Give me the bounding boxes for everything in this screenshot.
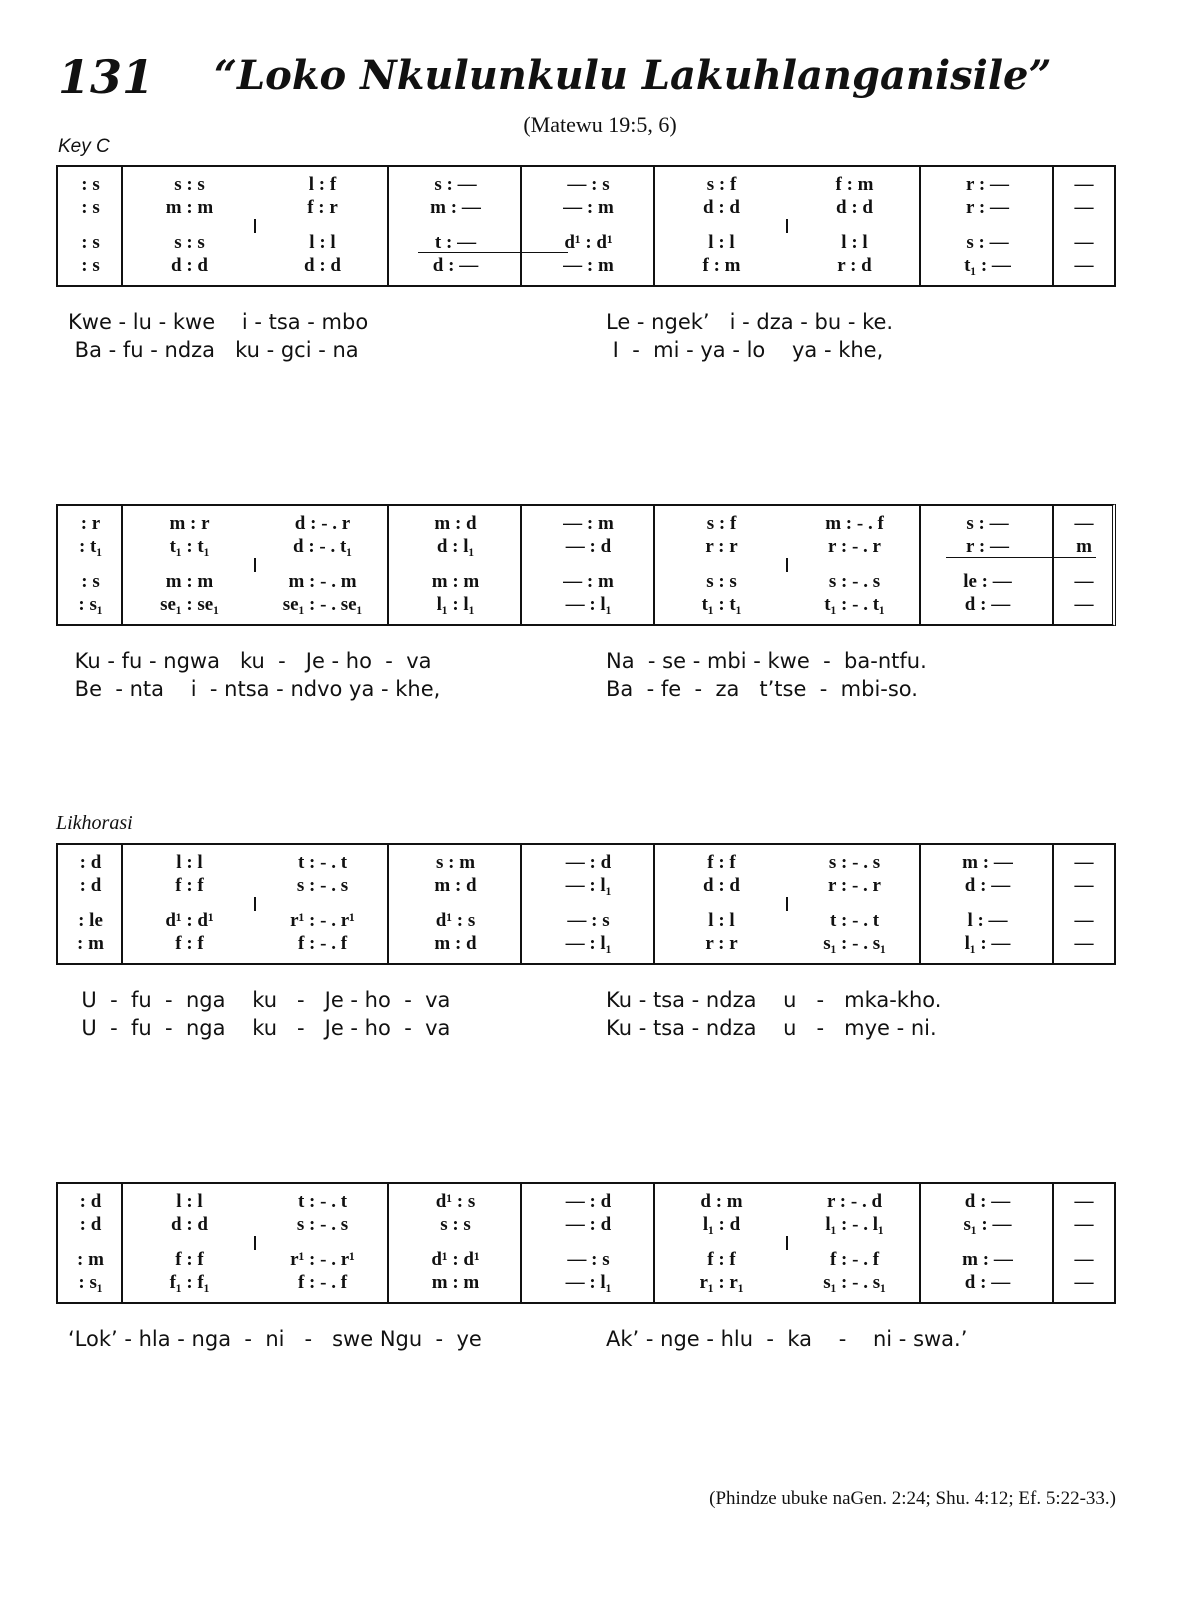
- alto-notes: —: [1074, 197, 1094, 218]
- lyric-line: Be - nta i - ntsa - ndvo ya - khe,: [68, 677, 441, 701]
- bass-notes: f : - . f: [297, 1272, 348, 1293]
- alto-notes: t₁ : t₁: [169, 536, 210, 557]
- alto-notes: d : d: [703, 875, 740, 896]
- soprano-notes: l : l: [176, 852, 203, 873]
- bass-notes: d : d: [304, 255, 341, 276]
- soprano-notes: — : m: [563, 513, 614, 534]
- bass-notes: r : r: [705, 933, 738, 954]
- tenor-notes: s : s: [706, 571, 737, 592]
- soprano-notes: l : f: [308, 174, 337, 195]
- bass-notes: l₁ : —: [964, 933, 1011, 954]
- bass-notes: d : —: [964, 1272, 1011, 1293]
- tenor-notes: d¹ : s: [435, 910, 476, 931]
- staff-system-2: [56, 504, 1116, 626]
- soprano-notes: m : d: [434, 513, 477, 534]
- tenor-notes: : s: [81, 232, 100, 253]
- bass-notes: — : m: [563, 255, 614, 276]
- bass-notes: d : —: [964, 594, 1011, 615]
- tenor-notes: r¹ : - . r¹: [290, 1249, 355, 1270]
- bass-notes: t₁ : - . t₁: [824, 594, 885, 615]
- tenor-notes: t : —: [434, 232, 477, 253]
- alto-notes: — : d: [565, 536, 612, 557]
- tenor-notes: m : m: [431, 571, 480, 592]
- soprano-notes: — : s: [567, 174, 610, 195]
- tenor-notes: f : f: [175, 1249, 204, 1270]
- song-title: “Loko Nkulunkulu Lakuhlanganisile”: [214, 52, 1052, 99]
- alto-notes: s : - . s: [296, 1214, 349, 1235]
- tenor-notes: —: [1074, 1249, 1094, 1270]
- lyric-line: U - fu - nga ku - Je - ho - va: [68, 1016, 451, 1040]
- tenor-notes: — : m: [563, 571, 614, 592]
- tenor-notes: f : f: [707, 1249, 736, 1270]
- bass-notes: t₁ : —: [964, 255, 1011, 276]
- lyric-line: U - fu - nga ku - Je - ho - va: [68, 988, 451, 1012]
- alto-notes: s : - . s: [296, 875, 349, 896]
- footer-references: (Phindze ubuke naGen. 2:24; Shu. 4:12; Ef. 5:22-33.): [709, 1488, 1116, 1509]
- alto-notes: f : f: [175, 875, 204, 896]
- bass-notes: r₁ : r₁: [699, 1272, 744, 1293]
- lyric-line: Na - se - mbi - kwe - ba-ntfu.: [606, 649, 927, 673]
- soprano-notes: r : —: [966, 174, 1009, 195]
- scripture-reference: (Matewu 19:5, 6): [523, 112, 677, 137]
- tenor-notes: d¹ : d¹: [431, 1249, 480, 1270]
- soprano-notes: s : f: [706, 513, 737, 534]
- bass-notes: l₁ : l₁: [436, 594, 475, 615]
- alto-notes: r : r: [705, 536, 738, 557]
- soprano-notes: s : f: [706, 174, 737, 195]
- alto-notes: d : d: [703, 197, 740, 218]
- alto-notes: s : s: [440, 1214, 471, 1235]
- bass-notes: —: [1074, 933, 1094, 954]
- soprano-notes: f : f: [707, 852, 736, 873]
- tenor-notes: d¹ : d¹: [564, 232, 613, 253]
- soprano-notes: : d: [79, 852, 102, 873]
- tenor-notes: — : s: [567, 910, 610, 931]
- tie-line: [946, 557, 1096, 558]
- soprano-notes: — : d: [565, 852, 612, 873]
- soprano-notes: —: [1074, 1191, 1094, 1212]
- staff-system-1: [56, 165, 1116, 287]
- soprano-notes: t : - . t: [297, 1191, 348, 1212]
- tenor-notes: f : - . f: [829, 1249, 880, 1270]
- lyric-line: Ku - tsa - ndza u - mka-kho.: [606, 988, 942, 1012]
- bass-notes: m : m: [431, 1272, 480, 1293]
- tenor-notes: s : —: [966, 232, 1009, 253]
- tenor-notes: s : s: [174, 232, 205, 253]
- bass-notes: : s: [81, 255, 100, 276]
- bass-notes: f : f: [175, 933, 204, 954]
- tenor-notes: le : —: [963, 571, 1012, 592]
- lyric-line: Ba - fe - za t’tse - mbi-so.: [606, 677, 918, 701]
- bass-notes: : m: [77, 933, 104, 954]
- tenor-notes: m : - . m: [288, 571, 357, 592]
- bass-notes: f₁ : f₁: [169, 1272, 210, 1293]
- alto-notes: d : —: [964, 875, 1011, 896]
- soprano-notes: f : m: [835, 174, 874, 195]
- tenor-notes: — : s: [567, 1249, 610, 1270]
- soprano-notes: m : —: [962, 852, 1013, 873]
- lyric-line: Ku - fu - ngwa ku - Je - ho - va: [68, 649, 432, 673]
- lyric-line: Ba - fu - ndza ku - gci - na: [68, 338, 359, 362]
- bass-notes: d : d: [171, 255, 208, 276]
- chorus-label: Likhorasi: [56, 812, 133, 834]
- bass-notes: —: [1074, 255, 1094, 276]
- bass-notes: —: [1074, 1272, 1094, 1293]
- alto-notes: —: [1074, 1214, 1094, 1235]
- soprano-notes: : d: [79, 1191, 102, 1212]
- bass-notes: f : m: [702, 255, 741, 276]
- bass-notes: — : l₁: [565, 594, 612, 615]
- soprano-notes: d¹ : s: [435, 1191, 476, 1212]
- bass-notes: — : l₁: [565, 933, 612, 954]
- alto-notes: m: [1076, 536, 1092, 557]
- alto-notes: —: [1074, 875, 1094, 896]
- soprano-notes: s : —: [434, 174, 477, 195]
- tenor-notes: l : l: [841, 232, 868, 253]
- bass-notes: r : d: [837, 255, 872, 276]
- alto-notes: r : - . r: [828, 875, 881, 896]
- soprano-notes: t : - . t: [297, 852, 348, 873]
- alto-notes: r : - . r: [828, 536, 881, 557]
- alto-notes: d : l₁: [436, 536, 475, 557]
- soprano-notes: s : m: [435, 852, 476, 873]
- bass-notes: se₁ : - . se₁: [282, 594, 363, 615]
- alto-notes: d : d: [171, 1214, 208, 1235]
- lyric-line: Ak’ - nge - hlu - ka - ni - swa.’: [606, 1327, 968, 1351]
- soprano-notes: m : r: [169, 513, 210, 534]
- tenor-notes: r¹ : - . r¹: [290, 910, 355, 931]
- bass-notes: f : - . f: [297, 933, 348, 954]
- soprano-notes: —: [1074, 513, 1094, 534]
- tenor-notes: m : m: [165, 571, 214, 592]
- alto-notes: m : m: [165, 197, 214, 218]
- soprano-notes: d : - . r: [294, 513, 351, 534]
- alto-notes: : s: [81, 197, 100, 218]
- tenor-notes: : m: [77, 1249, 104, 1270]
- soprano-notes: — : d: [565, 1191, 612, 1212]
- alto-notes: — : d: [565, 1214, 612, 1235]
- tenor-notes: : le: [78, 910, 103, 931]
- lyric-line: ‘Lok’ - hla - nga - ni - swe Ngu - ye: [68, 1327, 482, 1351]
- lyric-line: Kwe - lu - kwe i - tsa - mbo: [68, 310, 369, 334]
- lyric-line: I - mi - ya - lo ya - khe,: [606, 338, 884, 362]
- staff-system-3: [56, 843, 1116, 965]
- soprano-notes: d : —: [964, 1191, 1011, 1212]
- bass-notes: s₁ : - . s₁: [823, 1272, 886, 1293]
- soprano-notes: : r: [80, 513, 101, 534]
- bass-notes: — : l₁: [565, 1272, 612, 1293]
- soprano-notes: d : m: [700, 1191, 743, 1212]
- tenor-notes: t : - . t: [829, 910, 880, 931]
- alto-notes: r : —: [966, 536, 1009, 557]
- alto-notes: d : d: [836, 197, 873, 218]
- alto-notes: m : —: [430, 197, 481, 218]
- soprano-notes: s : s: [174, 174, 205, 195]
- bass-notes: : s₁: [78, 1272, 103, 1293]
- tenor-notes: d¹ : d¹: [165, 910, 214, 931]
- tenor-notes: m : —: [962, 1249, 1013, 1270]
- alto-notes: : t₁: [78, 536, 103, 557]
- alto-notes: : d: [79, 875, 102, 896]
- soprano-notes: —: [1074, 174, 1094, 195]
- bass-notes: m : d: [434, 933, 477, 954]
- tenor-notes: —: [1074, 910, 1094, 931]
- tenor-notes: l : l: [708, 910, 735, 931]
- soprano-notes: r : - . d: [826, 1191, 883, 1212]
- soprano-notes: —: [1074, 852, 1094, 873]
- key-signature: Key C: [58, 136, 110, 157]
- lyric-line: Le - ngek’ i - dza - bu - ke.: [606, 310, 894, 334]
- bass-notes: : s₁: [78, 594, 103, 615]
- soprano-notes: m : - . f: [825, 513, 884, 534]
- tenor-notes: —: [1074, 571, 1094, 592]
- tenor-notes: l : l: [309, 232, 336, 253]
- alto-notes: — : l₁: [565, 875, 612, 896]
- tenor-notes: : s: [81, 571, 100, 592]
- soprano-notes: : s: [81, 174, 100, 195]
- alto-notes: m : d: [434, 875, 477, 896]
- bass-notes: se₁ : se₁: [160, 594, 219, 615]
- tenor-notes: l : —: [967, 910, 1008, 931]
- alto-notes: f : r: [307, 197, 338, 218]
- soprano-notes: s : —: [966, 513, 1009, 534]
- alto-notes: — : m: [563, 197, 614, 218]
- alto-notes: s₁ : —: [963, 1214, 1012, 1235]
- song-number: 131: [58, 50, 155, 104]
- soprano-notes: l : l: [176, 1191, 203, 1212]
- alto-notes: r : —: [966, 197, 1009, 218]
- tie-line: [418, 252, 568, 253]
- bass-notes: t₁ : t₁: [701, 594, 742, 615]
- staff-system-4: [56, 1182, 1116, 1304]
- tenor-notes: l : l: [708, 232, 735, 253]
- alto-notes: l₁ : - . l₁: [825, 1214, 884, 1235]
- bass-notes: d : —: [432, 255, 479, 276]
- lyric-line: Ku - tsa - ndza u - mye - ni.: [606, 1016, 937, 1040]
- bass-notes: —: [1074, 594, 1094, 615]
- tenor-notes: s : - . s: [828, 571, 881, 592]
- alto-notes: l₁ : d: [702, 1214, 741, 1235]
- alto-notes: : d: [79, 1214, 102, 1235]
- tenor-notes: —: [1074, 232, 1094, 253]
- soprano-notes: s : - . s: [828, 852, 881, 873]
- alto-notes: d : - . t₁: [293, 536, 352, 557]
- bass-notes: s₁ : - . s₁: [823, 933, 886, 954]
